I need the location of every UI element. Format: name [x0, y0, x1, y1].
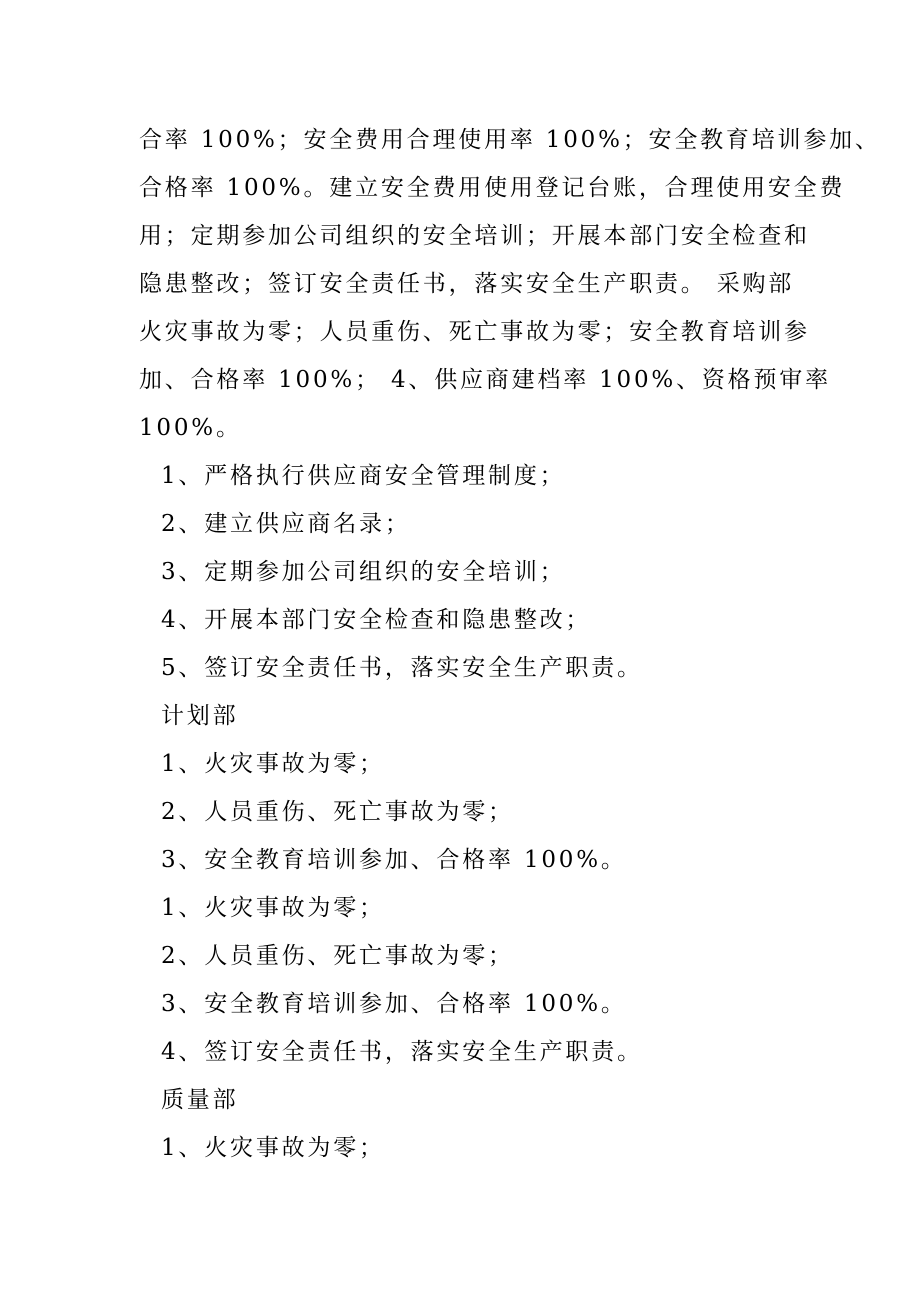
- list-item: 1、火灾事故为零；: [161, 751, 385, 777]
- list-item: 2、人员重伤、死亡事故为零；: [161, 799, 514, 825]
- list-item: 1、火灾事故为零；: [161, 895, 385, 921]
- paragraph-line: 用；定期参加公司组织的安全培训；开展本部门安全检查和: [139, 223, 810, 249]
- list-item: 4、开展本部门安全检查和隐患整改；: [161, 607, 592, 633]
- section-heading-planning: 计划部: [161, 703, 239, 729]
- paragraph-line: 合格率 100%。建立安全费用使用登记台账，合理使用安全费: [139, 175, 846, 201]
- section-heading-quality: 质量部: [161, 1087, 239, 1113]
- list-item: 3、安全教育培训参加、合格率 100%。: [161, 991, 627, 1017]
- paragraph-line: 100%。: [139, 415, 242, 441]
- list-item: 3、定期参加公司组织的安全培训；: [161, 559, 566, 585]
- list-item: 1、严格执行供应商安全管理制度；: [161, 463, 566, 489]
- paragraph-line: 隐患整改；签订安全责任书，落实安全生产职责。 采购部: [139, 271, 795, 297]
- list-item: 1、火灾事故为零；: [161, 1135, 385, 1161]
- list-item: 2、建立供应商名录；: [161, 511, 411, 537]
- paragraph-line: 加、合格率 100%； 4、供应商建档率 100%、资格预审率: [139, 367, 831, 393]
- paragraph-line: 合率 100%；安全费用合理使用率 100%；安全教育培训参加、: [139, 127, 881, 153]
- list-item: 5、签订安全责任书，落实安全生产职责。: [161, 655, 643, 681]
- list-item: 3、安全教育培训参加、合格率 100%。: [161, 847, 627, 873]
- list-item: 2、人员重伤、死亡事故为零；: [161, 943, 514, 969]
- list-item: 4、签订安全责任书，落实安全生产职责。: [161, 1039, 643, 1065]
- paragraph-line: 火灾事故为零；人员重伤、死亡事故为零；安全教育培训参: [139, 319, 810, 345]
